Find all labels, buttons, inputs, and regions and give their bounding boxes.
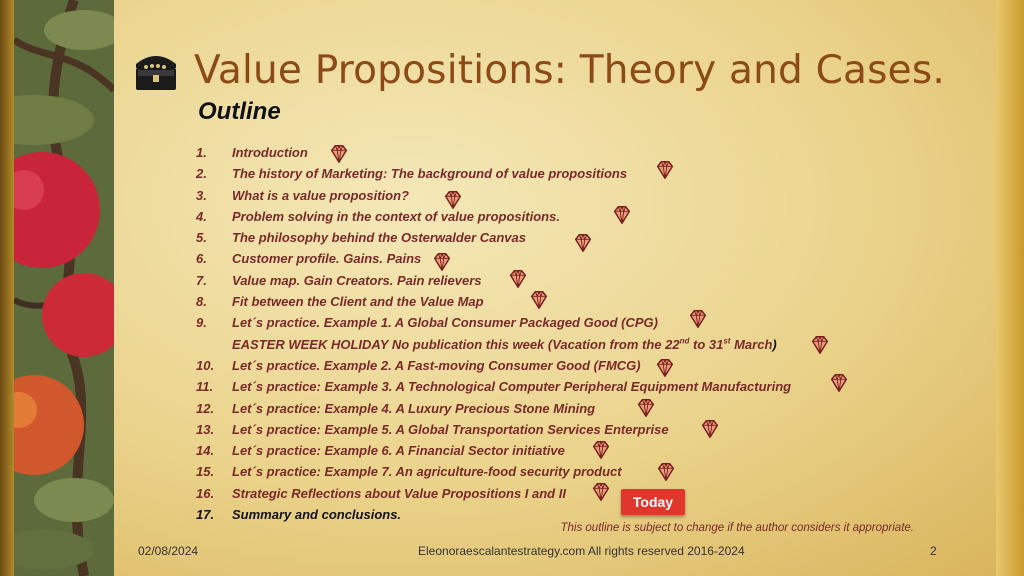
diamond-icon xyxy=(654,357,676,379)
diamond-icon xyxy=(328,143,350,165)
outline-item-11: 11. Let´s practice: Example 3. A Technological Computer Peripheral Equipment Manufacturing xyxy=(196,379,792,395)
title-row xyxy=(132,40,945,100)
outline-item-9: 9. Let´s practice. Example 1. A Global Consumer Packaged Good (CPG) xyxy=(196,315,658,331)
outline-item-17: 17. Summary and conclusions. xyxy=(196,507,402,523)
outline-heading: Outline xyxy=(198,98,281,125)
outline-item-2: 2. The history of Marketing: The background of value propositions xyxy=(196,166,628,182)
diamond-icon xyxy=(431,251,453,273)
diamond-icon xyxy=(572,232,594,254)
diamond-icon xyxy=(442,189,464,211)
diamond-icon xyxy=(809,334,831,356)
diamond-icon xyxy=(699,418,721,440)
outline-item-14: 14. Let´s practice: Example 6. A Financial Sector initiative xyxy=(196,443,565,459)
treasure-chest-icon xyxy=(132,48,180,92)
outline-item-1: 1. Introduction xyxy=(196,145,308,160)
page-number: 2 xyxy=(930,544,937,558)
diamond-icon xyxy=(635,397,657,419)
outline-item-8: 8. Fit between the Client and the Value Map xyxy=(196,294,484,310)
apple-painting-art xyxy=(14,0,114,576)
outline-item-10: 10. Let´s practice. Example 2. A Fast-moving Consumer Good (FMCG) xyxy=(196,357,641,373)
diamond-icon xyxy=(590,439,612,461)
outline-item-4: 4. Problem solving in the context of value propositions. xyxy=(196,208,560,224)
diamond-icon xyxy=(528,289,550,311)
outline-item-6: 6. Customer profile. Gains. Pains xyxy=(196,251,422,267)
footer-copyright: Eleonoraescalantestrategy.com All rights reserved 2016-2024 xyxy=(418,544,745,558)
outline-item-5: 5. The philosophy behind the Osterwalder Canvas xyxy=(196,230,526,246)
diamond-icon xyxy=(507,268,529,290)
easter-holiday-note: EASTER WEEK HOLIDAY No publication this week (Vacation from the 22nd to 31st March) xyxy=(232,336,777,352)
diamond-icon xyxy=(655,461,677,483)
outline-item-12: 12. Let´s practice: Example 4. A Luxury Precious Stone Mining xyxy=(196,400,596,416)
diamond-icon xyxy=(611,204,633,226)
outline-item-16: 16. Strategic Reflections about Value Propositions I and II xyxy=(196,485,566,501)
outline-item-13: 13. Let´s practice: Example 5. A Global Transportation Services Enterprise xyxy=(196,421,669,437)
apple-painting xyxy=(14,0,114,576)
diamond-icon xyxy=(828,372,850,394)
outline-item-7: 7. Value map. Gain Creators. Pain relievers xyxy=(196,272,482,288)
outline-list xyxy=(196,142,876,525)
left-frame xyxy=(0,0,14,576)
right-frame xyxy=(996,0,1024,576)
outline-disclaimer: This outline is subject to change if the author considers it appropriate. xyxy=(560,522,914,534)
today-badge: Today xyxy=(621,489,685,515)
outline-item-15: 15. Let´s practice: Example 7. An agriculture-food security product xyxy=(196,464,622,480)
diamond-icon xyxy=(687,308,709,330)
diamond-icon xyxy=(590,481,612,503)
footer-date: 02/08/2024 xyxy=(138,544,199,558)
diamond-icon xyxy=(654,159,676,181)
outline-item-3: 3. What is a value proposition? xyxy=(196,187,409,203)
slide-title: Value Propositions: Theory and Cases. xyxy=(194,47,945,93)
